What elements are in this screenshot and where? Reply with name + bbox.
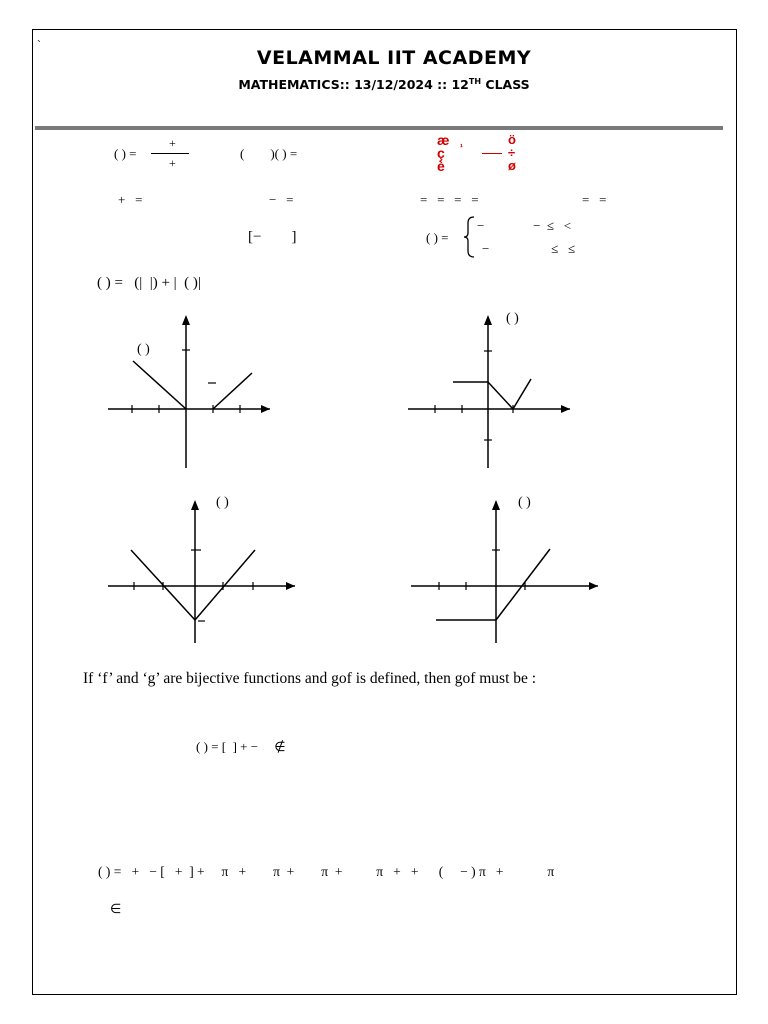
graph-d [408,495,608,648]
interval: [− ] [248,229,297,245]
expr-floor: ( ) = [ ] + − ∉ [196,739,286,754]
piecewise-bottom: − ≤ ≤ [482,241,576,256]
piecewise-lhs: ( ) = [426,230,449,245]
graph-c [105,495,305,648]
graph-a-y-arrow [182,315,190,325]
graph-d-x-arrow [589,582,598,590]
red-glyph-3: ö [508,132,516,147]
graph-b-y-arrow [484,315,492,325]
fraction-bar [151,153,189,154]
graph-c-y-arrow [191,500,199,510]
row1-denominator: + [169,156,176,170]
row2-expr-d: = = [582,192,607,207]
red-glyph-5: ÷ [508,145,516,160]
graph-a-right-branch [213,373,252,409]
subject-date: MATHEMATICS:: 13/12/2024 :: 12 [238,77,469,93]
graph-c-left-branch [131,550,195,620]
red-glyph-2: ¹ [460,142,463,152]
graph-a [105,313,275,473]
graph-a-x-arrow [261,405,270,413]
graph-d-ascending [496,549,550,620]
graph-b [405,313,575,473]
expr-series: ( ) = + − [ + ] + π + π + π + π + + ( − ) π + π [98,864,555,879]
header-divider [35,126,723,130]
red-glyph-7: ø [508,158,516,173]
graph-c-right-branch [195,550,255,620]
graph-b-descending [488,382,513,409]
row2-expr-b: − = [269,192,294,207]
graph-d-label: ( ) [518,495,531,510]
graph-b-ascending [513,379,531,409]
graph-d-y-arrow [492,500,500,510]
graph-b-label: ( ) [506,311,519,326]
expr-member: ∈ [110,901,122,916]
class-superscript: TH [468,77,482,86]
institute-title [0,47,768,69]
institute-name: VELAMMAL IIT ACADEMY [256,47,532,69]
graph-a-left-branch [133,361,186,409]
graph-c-label: ( ) [216,495,229,510]
red-fraction-bar [482,153,502,154]
stray-mark: ` [37,38,41,52]
red-glyph-1: æ [437,132,450,148]
red-glyph-4: ç [437,145,445,161]
row2-expr-a: + = [118,192,143,207]
row1-expr-a: ( ) = [114,146,137,161]
piecewise-top: − − ≤ < [477,218,572,233]
graph-c-x-arrow [286,582,295,590]
row4-expr: ( ) = (| |) + | ( )| [97,275,201,291]
graph-a-label: ( ) [137,342,150,357]
row1-numerator: + [169,136,176,150]
row1-expr-b: ( )( ) = [240,146,298,161]
subject-line [0,77,768,92]
graph-b-x-arrow [561,405,570,413]
question-text: If ‘f’ and ‘g’ are bijective functions and gof is defined, then gof must be : [83,670,537,687]
piecewise-brace [462,215,476,259]
class-label: CLASS [481,77,530,93]
red-glyph-6: è [437,158,445,174]
row2-expr-c: = = = = [420,192,479,207]
